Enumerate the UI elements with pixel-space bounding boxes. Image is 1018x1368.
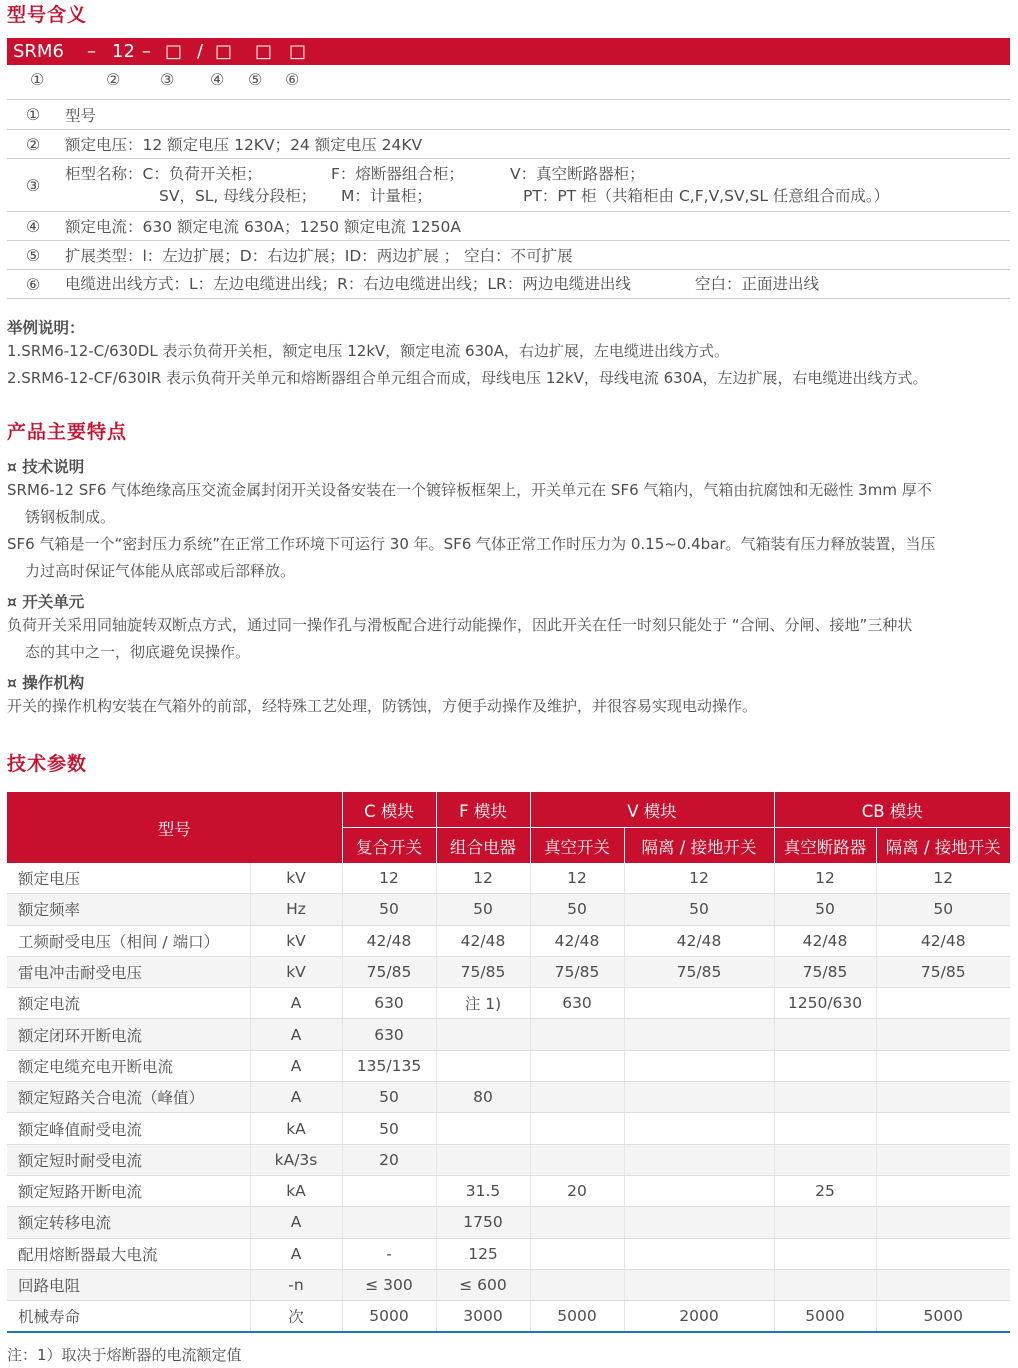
spec-name-cell: 额定电压 <box>7 863 250 894</box>
spec-name-cell: 额定短路开断电流 <box>7 1175 250 1206</box>
spec-name-cell: 额定短路关合电流（峰值） <box>7 1082 250 1113</box>
spec-unit-cell: kV <box>250 925 342 956</box>
table-row <box>7 863 1010 894</box>
spec-value-cell <box>876 1082 1010 1113</box>
feature-paragraph-line: SRM6-12 SF6 气体绝缘高压交流金属封闭开关设备安装在一个镀锌板框架上，开关单元在 SF6 气箱内，气箱由抗腐蚀和无磁性 3mm 厚不 <box>7 481 932 499</box>
spec-unit-cell: kA <box>250 1175 342 1206</box>
model-code-part: □ <box>255 41 273 62</box>
table-row <box>7 988 1010 1019</box>
spec-value-cell: 42/48 <box>436 925 530 956</box>
spec-name-cell: 额定闭环开断电流 <box>7 1019 250 1050</box>
spec-value-cell <box>876 1207 1010 1238</box>
spec-value-cell: 50 <box>342 1113 436 1144</box>
specs-body <box>7 863 1010 1332</box>
spec-value-cell <box>342 1175 436 1206</box>
spec-value-cell: 12 <box>342 863 436 894</box>
digit-marker: ⑥ <box>285 70 300 89</box>
spec-value-cell: 75/85 <box>774 956 876 987</box>
spec-value-cell: 50 <box>624 894 774 925</box>
spec-value-cell <box>624 1050 774 1081</box>
table-row <box>7 1144 1010 1175</box>
spec-value-cell <box>624 1207 774 1238</box>
spec-value-cell <box>774 1269 876 1300</box>
spec-value-cell: 20 <box>342 1144 436 1175</box>
spec-value-cell <box>774 1144 876 1175</box>
spec-value-cell: 12 <box>436 863 530 894</box>
specs-header-module: C 模块 <box>342 792 436 828</box>
spec-value-cell <box>876 1269 1010 1300</box>
meaning-row <box>7 241 1010 270</box>
spec-value-cell: 42/48 <box>530 925 624 956</box>
spec-value-cell: 5000 <box>876 1301 1010 1333</box>
spec-value-cell <box>530 1144 624 1175</box>
feature-paragraph <box>7 477 1015 531</box>
feature-paragraph-line: 开关的操作机构安装在气箱外的前部，经特殊工艺处理，防锈蚀，方便手动操作及维护，并很容易实现电动操作。 <box>7 697 758 715</box>
spec-value-cell: 135/135 <box>342 1050 436 1081</box>
spec-value-cell: 75/85 <box>530 956 624 987</box>
bullet-icon: ¤ <box>7 458 17 476</box>
spec-unit-cell: 次 <box>250 1301 342 1333</box>
spec-value-cell <box>774 1113 876 1144</box>
meaning-row <box>7 212 1010 241</box>
digit-marker: ③ <box>160 70 175 89</box>
feature-heading-text: 技术说明 <box>22 458 85 476</box>
spec-value-cell <box>530 1113 624 1144</box>
table-row <box>7 925 1010 956</box>
spec-value-cell <box>876 1019 1010 1050</box>
spec-unit-cell: A <box>250 1019 342 1050</box>
spec-value-cell <box>436 1144 530 1175</box>
cabinet-type-f: F：熔断器组合柜； <box>331 165 464 183</box>
table-row <box>7 1301 1010 1333</box>
model-code-bar <box>7 38 1010 65</box>
meaning-row <box>7 130 1010 159</box>
model-code-part: □ <box>289 41 307 62</box>
spec-value-cell <box>624 1144 774 1175</box>
spec-value-cell <box>530 1269 624 1300</box>
spec-value-cell <box>774 1050 876 1081</box>
spec-name-cell: 额定电流 <box>7 988 250 1019</box>
spec-value-cell: 50 <box>530 894 624 925</box>
spec-value-cell: 1250/630 <box>774 988 876 1019</box>
specs-subheader: 隔离 / 接地开关 <box>876 828 1010 864</box>
spec-value-cell: 12 <box>876 863 1010 894</box>
specs-subheader: 复合开关 <box>342 828 436 864</box>
feature-paragraph-line: 态的其中之一，彻底避免误操作。 <box>25 643 251 661</box>
spec-value-cell: 5000 <box>342 1301 436 1333</box>
specs-subheader: 真空开关 <box>530 828 624 864</box>
spec-value-cell: 25 <box>774 1175 876 1206</box>
specs-header-module: CB 模块 <box>774 792 1010 828</box>
spec-value-cell <box>624 988 774 1019</box>
cable-entry-front: 空白：正面进出线 <box>695 275 820 293</box>
spec-value-cell: - <box>342 1238 436 1269</box>
spec-value-cell: ≤ 600 <box>436 1269 530 1300</box>
spec-value-cell <box>876 1175 1010 1206</box>
table-row <box>7 1019 1010 1050</box>
cabinet-type-c: 柜型名称：C：负荷开关柜； <box>65 165 262 183</box>
spec-value-cell: 630 <box>342 1019 436 1050</box>
meaning-row-number: ② <box>7 130 59 159</box>
spec-value-cell: 12 <box>774 863 876 894</box>
digit-marker: ① <box>30 70 45 89</box>
table-row <box>7 1050 1010 1081</box>
spec-value-cell: 42/48 <box>774 925 876 956</box>
spec-name-cell: 额定电缆充电开断电流 <box>7 1050 250 1081</box>
specs-table <box>7 792 1010 1333</box>
spec-name-cell: 雷电冲击耐受电压 <box>7 956 250 987</box>
spec-value-cell: 630 <box>530 988 624 1019</box>
spec-value-cell <box>436 1113 530 1144</box>
cabinet-type-m: M：计量柜； <box>341 187 432 205</box>
model-code-part: – <box>142 41 151 62</box>
spec-value-cell: 50 <box>342 894 436 925</box>
spec-value-cell: 3000 <box>436 1301 530 1333</box>
feature-paragraph <box>7 693 1015 720</box>
digit-marker: ⑤ <box>248 70 263 89</box>
spec-value-cell: 1750 <box>436 1207 530 1238</box>
table-row <box>7 956 1010 987</box>
section-title-features: 产品主要特点 <box>7 421 128 443</box>
spec-value-cell <box>624 1269 774 1300</box>
spec-value-cell <box>876 988 1010 1019</box>
meaning-row-number: ⑥ <box>7 270 59 299</box>
meaning-row-text: 型号 <box>59 100 1010 130</box>
spec-value-cell: 42/48 <box>342 925 436 956</box>
spec-name-cell: 配用熔断器最大电流 <box>7 1238 250 1269</box>
model-code-part: □ <box>215 41 233 62</box>
bullet-icon: ¤ <box>7 593 17 611</box>
spec-value-cell <box>876 1050 1010 1081</box>
spec-unit-cell: kV <box>250 863 342 894</box>
digit-marker: ② <box>106 70 121 89</box>
feature-heading <box>7 590 84 612</box>
spec-unit-cell: kV <box>250 956 342 987</box>
model-code-part: – <box>87 41 96 62</box>
meaning-row-text <box>59 270 1010 299</box>
table-row <box>7 1175 1010 1206</box>
feature-heading <box>7 671 84 693</box>
specs-footnote: 注：1）取决于熔断器的电流额定值 <box>7 1346 242 1364</box>
spec-value-cell <box>624 1082 774 1113</box>
section-title-specs: 技术参数 <box>7 753 88 775</box>
meaning-row-text: 扩展类型：l：左边扩展；D：右边扩展；ID：两边扩展 ； 空白：不可扩展 <box>59 241 1010 270</box>
spec-value-cell <box>530 1207 624 1238</box>
meaning-row-number: ① <box>7 100 59 130</box>
cabinet-type-sv-sl: SV，SL, 母线分段柜； <box>159 187 317 205</box>
spec-unit-cell: Hz <box>250 894 342 925</box>
specs-header-model: 型号 <box>7 792 342 863</box>
spec-name-cell: 额定转移电流 <box>7 1207 250 1238</box>
specs-subheader: 组合电器 <box>436 828 530 864</box>
model-code-part: □ <box>165 41 183 62</box>
section-title-model-meaning: 型号含义 <box>7 4 88 26</box>
spec-value-cell <box>624 1175 774 1206</box>
spec-unit-cell: kA <box>250 1113 342 1144</box>
spec-name-cell: 机械寿命 <box>7 1301 250 1333</box>
spec-value-cell <box>624 1113 774 1144</box>
spec-unit-cell: A <box>250 1238 342 1269</box>
table-row <box>7 1082 1010 1113</box>
spec-value-cell <box>624 1238 774 1269</box>
spec-value-cell <box>876 1113 1010 1144</box>
spec-value-cell: 5000 <box>774 1301 876 1333</box>
cabinet-type-v: V：真空断路器柜； <box>510 165 645 183</box>
spec-unit-cell: A <box>250 1082 342 1113</box>
spec-value-cell: 12 <box>624 863 774 894</box>
spec-value-cell <box>876 1144 1010 1175</box>
spec-value-cell <box>774 1238 876 1269</box>
spec-value-cell <box>530 1050 624 1081</box>
spec-unit-cell: kA/3s <box>250 1144 342 1175</box>
spec-value-cell: 42/48 <box>624 925 774 956</box>
spec-value-cell <box>624 1019 774 1050</box>
cable-entry-options: 电缆进出线方式：L：左边电缆进出线；R：右边电缆进出线；LR：两边电缆进出线 <box>65 275 631 293</box>
spec-value-cell: 31.5 <box>436 1175 530 1206</box>
feature-paragraph-line: 力过高时保证气体能从底部或后部释放。 <box>25 562 296 580</box>
spec-unit-cell: A <box>250 1050 342 1081</box>
meaning-row-number: ⑤ <box>7 241 59 270</box>
example-line: 2.SRM6-12-CF/630IR 表示负荷开关单元和熔断器组合单元组合而成，母线电压 12kV，母线电流 630A，左边扩展，右电缆进出线方式。 <box>7 369 928 387</box>
model-meaning-table <box>7 99 1010 299</box>
feature-paragraph-line: 锈钢板制成。 <box>25 508 116 526</box>
meaning-row <box>7 100 1010 130</box>
spec-unit-cell: -n <box>250 1269 342 1300</box>
feature-paragraph <box>7 612 1015 666</box>
feature-heading <box>7 455 84 477</box>
model-code-part: SRM6 <box>13 41 64 62</box>
meaning-row-text: 额定电压：12 额定电压 12KV；24 额定电压 24KV <box>59 130 1010 159</box>
spec-value-cell: 12 <box>530 863 624 894</box>
specs-header-row <box>7 792 1010 828</box>
spec-value-cell <box>436 1019 530 1050</box>
spec-value-cell <box>530 1019 624 1050</box>
meaning-row <box>7 270 1010 299</box>
spec-value-cell <box>774 1019 876 1050</box>
spec-value-cell <box>436 1050 530 1081</box>
model-code-part: 12 <box>112 41 135 62</box>
table-row <box>7 1113 1010 1144</box>
spec-name-cell: 额定短时耐受电流 <box>7 1144 250 1175</box>
spec-value-cell <box>876 1238 1010 1269</box>
feature-heading-text: 操作机构 <box>22 674 85 692</box>
spec-value-cell <box>774 1082 876 1113</box>
table-row <box>7 894 1010 925</box>
spec-value-cell: 75/85 <box>624 956 774 987</box>
spec-value-cell: 630 <box>342 988 436 1019</box>
feature-paragraph <box>7 531 1015 585</box>
spec-name-cell: 工频耐受电压（相间 / 端口） <box>7 925 250 956</box>
specs-subheader: 真空断路器 <box>774 828 876 864</box>
table-row <box>7 1238 1010 1269</box>
spec-value-cell: 50 <box>436 894 530 925</box>
spec-value-cell: 50 <box>774 894 876 925</box>
specs-header-module: F 模块 <box>436 792 530 828</box>
spec-name-cell: 额定频率 <box>7 894 250 925</box>
spec-unit-cell: A <box>250 1207 342 1238</box>
spec-name-cell: 回路电阻 <box>7 1269 250 1300</box>
meaning-row <box>7 159 1010 212</box>
spec-value-cell: 42/48 <box>876 925 1010 956</box>
bullet-icon: ¤ <box>7 674 17 692</box>
spec-value-cell: 125 <box>436 1238 530 1269</box>
example-line: 1.SRM6-12-C/630DL 表示负荷开关柜，额定电压 12kV，额定电流 630A，右边扩展，左电缆进出线方式。 <box>7 342 729 360</box>
meaning-row-text <box>59 159 1010 212</box>
feature-heading-text: 开关单元 <box>22 593 85 611</box>
meaning-row-text: 额定电流：630 额定电流 630A；1250 额定电流 1250A <box>59 212 1010 241</box>
feature-paragraph-line: 负荷开关采用同轴旋转双断点方式，通过同一操作孔与滑板配合进行动能操作，因此开关在任一时刻只能处于 “合闸、分闸、接地”三种状 <box>7 616 913 634</box>
spec-value-cell <box>530 1082 624 1113</box>
meaning-row-number: ③ <box>7 159 59 212</box>
spec-value-cell <box>774 1207 876 1238</box>
spec-value-cell <box>342 1207 436 1238</box>
specs-header-module: V 模块 <box>530 792 774 828</box>
model-code-digits <box>0 68 400 94</box>
spec-value-cell: 50 <box>876 894 1010 925</box>
table-row <box>7 1207 1010 1238</box>
spec-value-cell: 5000 <box>530 1301 624 1333</box>
spec-value-cell: ≤ 300 <box>342 1269 436 1300</box>
spec-value-cell: 50 <box>342 1082 436 1113</box>
spec-value-cell: 75/85 <box>342 956 436 987</box>
spec-value-cell: 注 1) <box>436 988 530 1019</box>
model-code-part: / <box>197 41 204 62</box>
digit-marker: ④ <box>210 70 225 89</box>
spec-name-cell: 额定峰值耐受电流 <box>7 1113 250 1144</box>
spec-value-cell: 75/85 <box>876 956 1010 987</box>
spec-value-cell: 80 <box>436 1082 530 1113</box>
feature-paragraph-line: SF6 气箱是一个“密封压力系统”在正常工作环境下可运行 30 年。SF6 气体正常工作时压力为 0.15~0.4bar。气箱装有压力释放装置，当压 <box>7 535 936 553</box>
spec-value-cell: 20 <box>530 1175 624 1206</box>
spec-value-cell: 75/85 <box>436 956 530 987</box>
specs-subheader: 隔离 / 接地开关 <box>624 828 774 864</box>
meaning-row-number: ④ <box>7 212 59 241</box>
spec-unit-cell: A <box>250 988 342 1019</box>
spec-value-cell: 2000 <box>624 1301 774 1333</box>
example-heading: 举例说明： <box>7 319 85 337</box>
cabinet-type-pt: PT：PT 柜（共箱柜由 C,F,V,SV,SL 任意组合而成。） <box>523 187 890 205</box>
table-row <box>7 1269 1010 1300</box>
spec-value-cell <box>530 1238 624 1269</box>
